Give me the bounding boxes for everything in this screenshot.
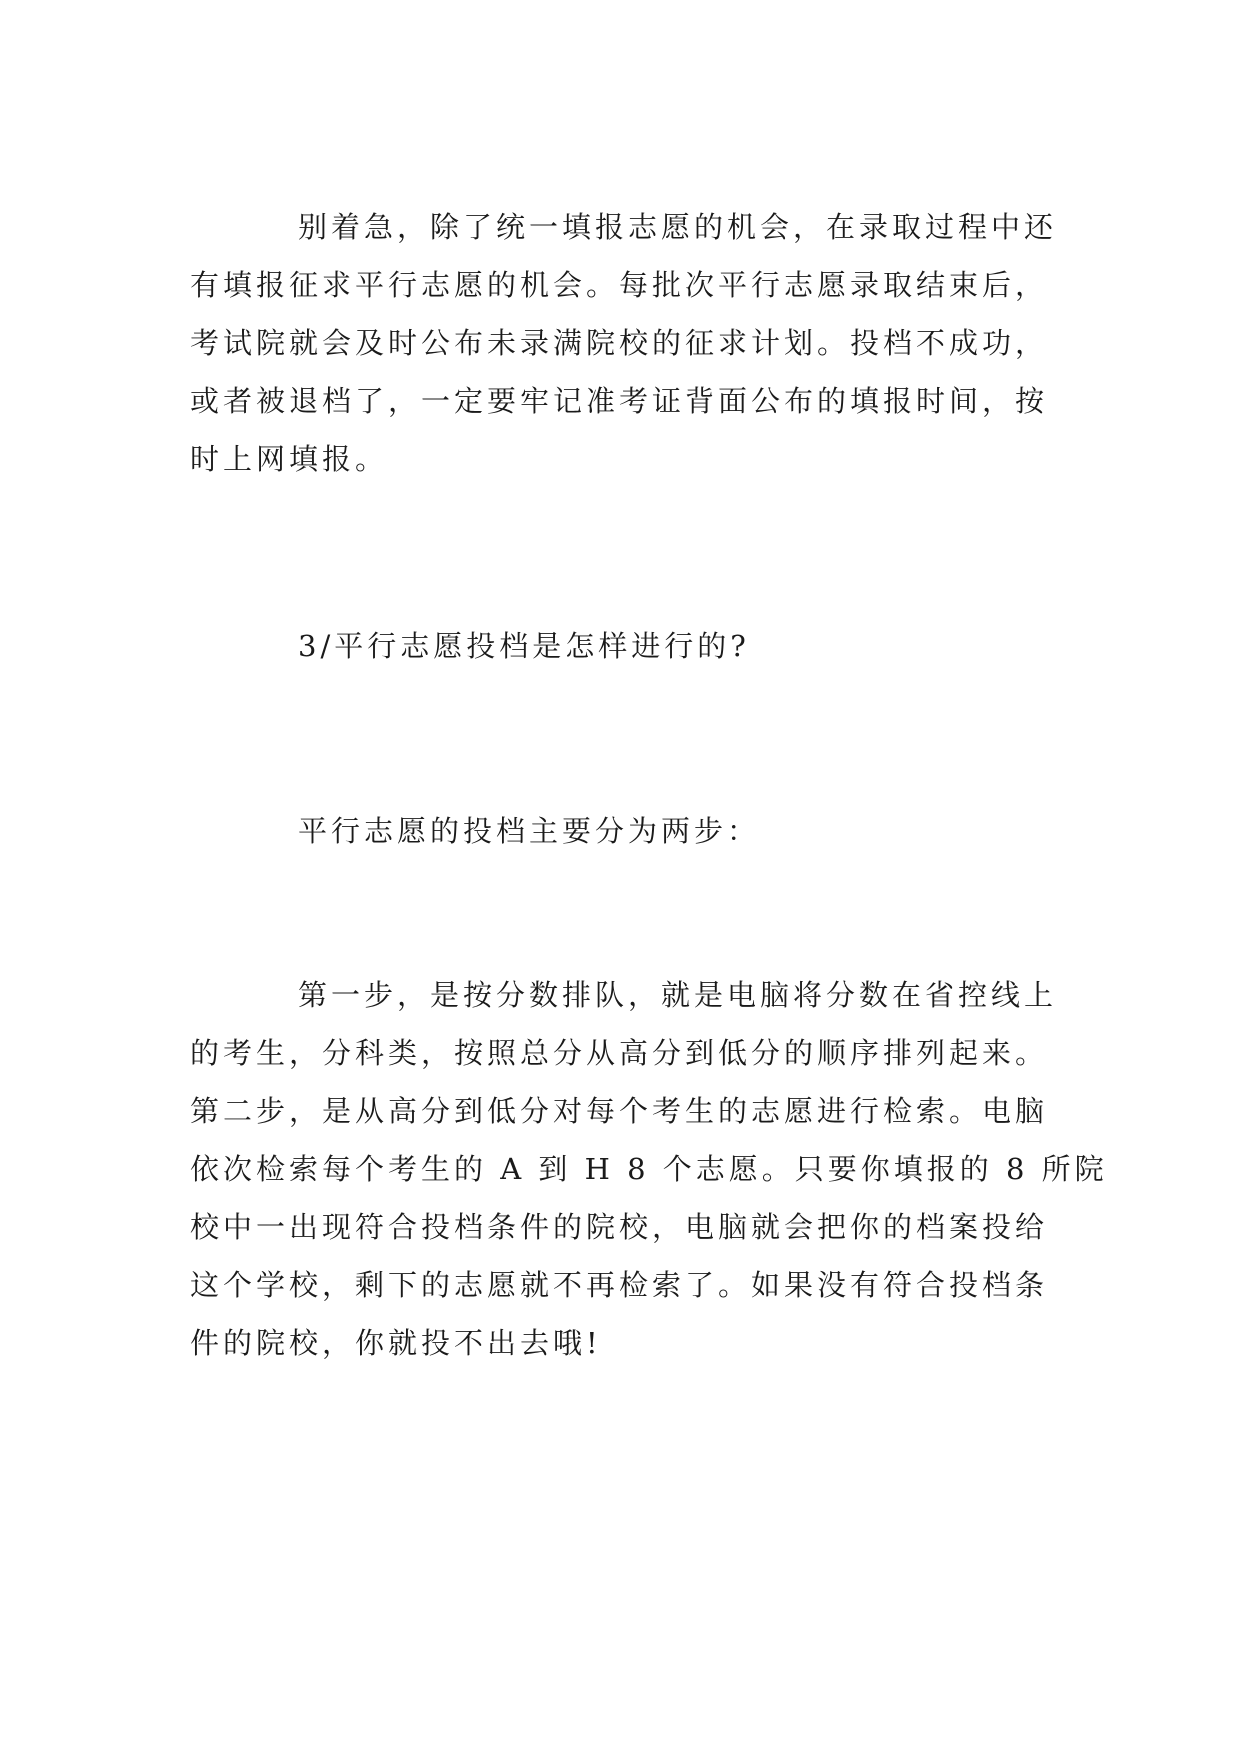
paragraph-two-steps-intro xyxy=(190,802,1070,860)
paragraph-steps-detail xyxy=(190,966,1108,1372)
heading-line: 3/平行志愿投档是怎样进行的? xyxy=(298,629,750,663)
paragraph-line: 或者被退档了，一定要牢记准考证背面公布的填报时间，按 xyxy=(190,384,1049,418)
paragraph-supplementary-application xyxy=(190,198,1070,488)
paragraph-line: 依次检索每个考生的 A 到 H 8 个志愿。只要你填报的 8 所院 xyxy=(190,1152,1108,1186)
paragraph-line: 时上网填报。 xyxy=(190,442,389,476)
paragraph-line: 第一步，是按分数排队，就是电脑将分数在省控线上 xyxy=(298,978,1058,1012)
paragraph-line: 有填报征求平行志愿的机会。每批次平行志愿录取结束后， xyxy=(190,268,1049,302)
section-heading-question xyxy=(190,617,1070,675)
paragraph-line: 校中一出现符合投档条件的院校，电脑就会把你的档案投给 xyxy=(190,1210,1049,1244)
paragraph-line: 件的院校，你就投不出去哦! xyxy=(190,1326,602,1360)
paragraph-line: 第二步，是从高分到低分对每个考生的志愿进行检索。电脑 xyxy=(190,1094,1049,1128)
paragraph-line: 这个学校，剩下的志愿就不再检索了。如果没有符合投档条 xyxy=(190,1268,1049,1302)
paragraph-line: 别着急，除了统一填报志愿的机会，在录取过程中还 xyxy=(298,210,1058,244)
paragraph-line: 考试院就会及时公布未录满院校的征求计划。投档不成功， xyxy=(190,326,1049,360)
paragraph-line: 的考生，分科类，按照总分从高分到低分的顺序排列起来。 xyxy=(190,1036,1049,1070)
paragraph-line: 平行志愿的投档主要分为两步： xyxy=(298,814,761,848)
